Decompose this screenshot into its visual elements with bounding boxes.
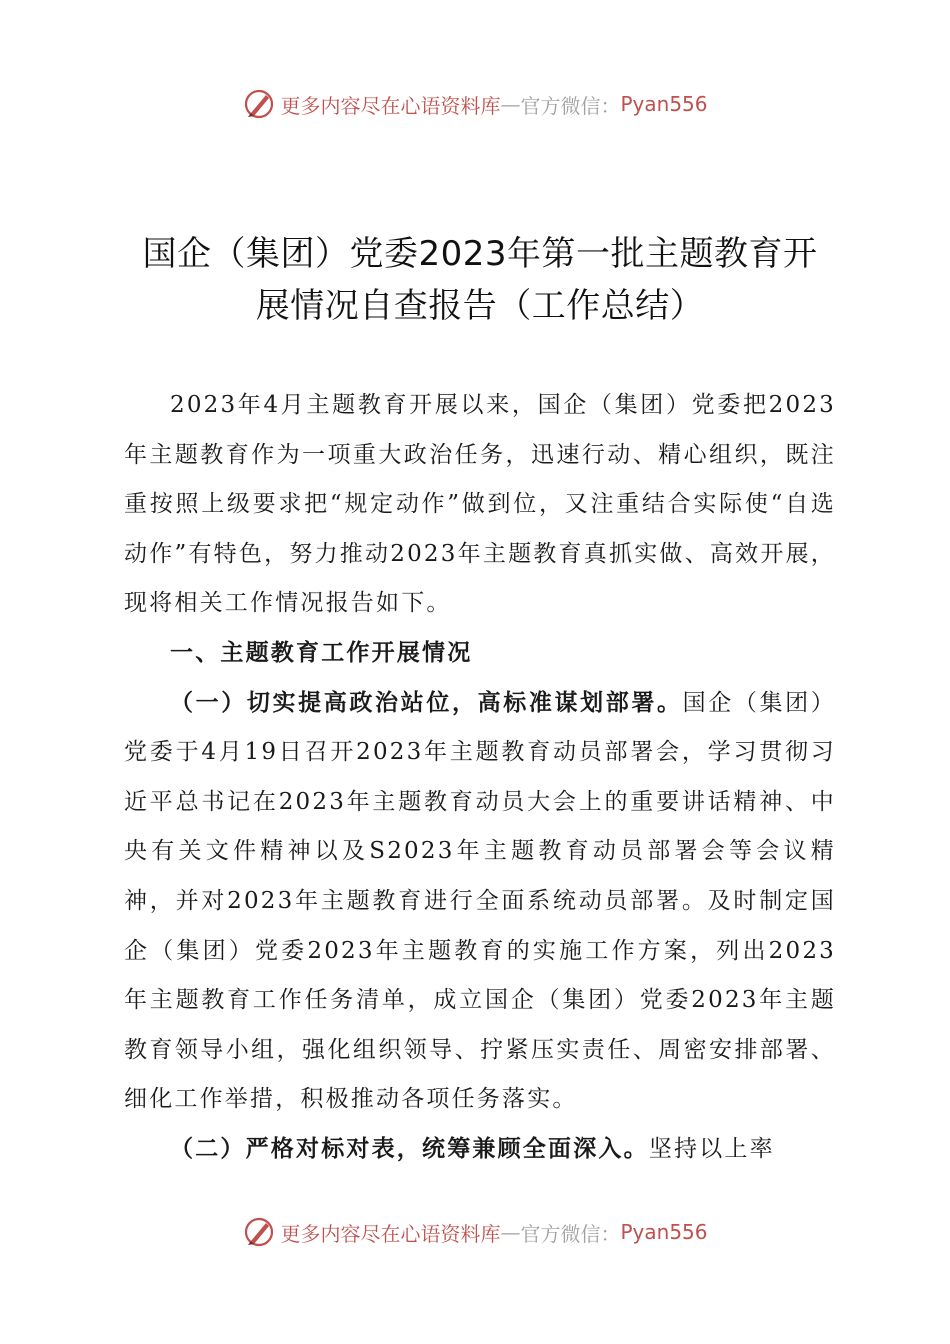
- item-1-heading: （一）切实提高政治站位，高标准谋划部署。: [170, 689, 683, 716]
- header-watermark: [0, 84, 950, 124]
- pen-logo-icon: [242, 1215, 276, 1249]
- watermark-promo-text: 更多内容尽在心语资料库: [280, 1221, 501, 1246]
- watermark-wechat-id: Pyan556: [620, 92, 708, 116]
- watermark-promo-text: 更多内容尽在心语资料库: [280, 93, 501, 118]
- item-2-body: 坚持以上率: [648, 1135, 775, 1162]
- item-2-heading: （二）严格对标对表，统筹兼顾全面深入。: [170, 1135, 649, 1162]
- item-2-paragraph: [124, 1125, 836, 1175]
- document-body: [124, 381, 836, 1175]
- intro-paragraph: 2023年4月主题教育开展以来，国企（集团）党委把2023年主题教育作为一项重大政治任务，迅速行动、精心组织，既注重按照上级要求把“规定动作”做到位，又注重结合实际使“自选动作”有特色，努力推动2023年主题教育真抓实做、高效开展，现将相关工作情况报告如下。: [124, 392, 836, 617]
- section-1-heading: 一、主题教育工作开展情况: [170, 639, 473, 666]
- watermark-wechat-label: 官方微信：: [520, 1221, 621, 1246]
- title-line-1: 国企（集团）党委2023年第一批主题教育开: [142, 234, 818, 274]
- footer-watermark: [0, 1212, 950, 1252]
- pen-logo-icon: [242, 87, 276, 121]
- watermark-wechat-label: 官方微信：: [520, 93, 621, 118]
- watermark-separator: —: [500, 1220, 521, 1244]
- watermark-separator: —: [500, 92, 521, 116]
- item-1-paragraph: [124, 679, 836, 1125]
- watermark-wechat-id: Pyan556: [620, 1220, 708, 1244]
- item-1-body: 国企（集团）党委于4月19日召开2023年主题教育动员部署会，学习贯彻习近平总书记在2023年主题教育动员大会上的重要讲话精神、中央有关文件精神以及S2023年主题教育动员部署会等会议精神，并对2023年主题教育进行全面系统动员部署。及时制定国企（集团）党委2023年主题教育的实施工作方案，列出2023年主题教育工作任务清单，成立国企（集团）党委2023年主题教育领导小组，强化组织领导、拧紧压实责任、周密安排部署、细化工作举措，积极推动各项任务落实。: [124, 689, 837, 1113]
- title-line-2: 展情况自查报告（工作总结）: [255, 286, 705, 326]
- document-title: [120, 228, 840, 332]
